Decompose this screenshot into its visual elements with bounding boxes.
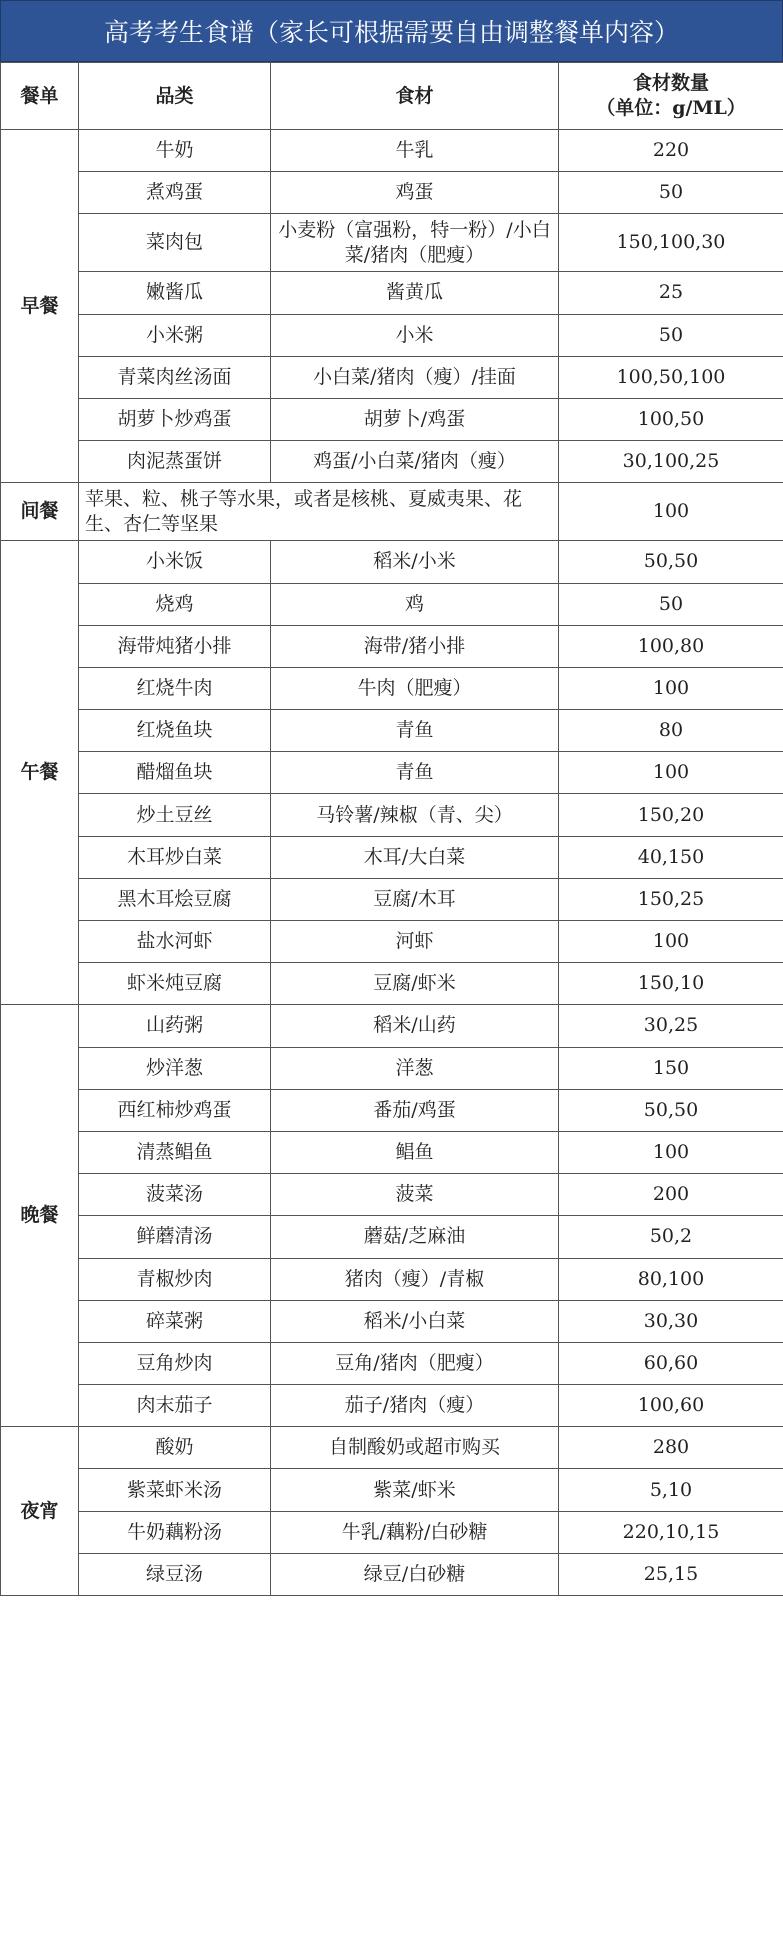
ingredients-cell: 自制酸奶或超市购买: [271, 1427, 559, 1469]
table-row: [1, 1427, 783, 1469]
ingredients-cell: 牛肉（肥瘦）: [271, 667, 559, 709]
ingredients-cell: 菠菜: [271, 1174, 559, 1216]
table-row: [1, 483, 783, 541]
table-row: [1, 1385, 783, 1427]
table-row: [1, 1469, 783, 1511]
category-cell: 小米粥: [79, 314, 271, 356]
category-cell: 醋熘鱼块: [79, 752, 271, 794]
header-ingredients: 食材: [271, 63, 559, 130]
ingredients-cell: 海带/猪小排: [271, 625, 559, 667]
quantity-cell: 40,150: [559, 836, 783, 878]
category-cell: 清蒸鲳鱼: [79, 1131, 271, 1173]
ingredients-cell: 小麦粉（富强粉，特一粉）/小白菜/猪肉（肥瘦）: [271, 214, 559, 272]
category-cell: 酸奶: [79, 1427, 271, 1469]
quantity-cell: 100: [559, 667, 783, 709]
table-row: [1, 172, 783, 214]
quantity-cell: 220: [559, 130, 783, 172]
meal-name: 夜宵: [1, 1427, 79, 1596]
table-row: [1, 1005, 783, 1047]
quantity-cell: 100: [559, 483, 783, 541]
category-cell: 鲜蘑清汤: [79, 1216, 271, 1258]
ingredients-cell: 稻米/小米: [271, 541, 559, 583]
table-row: [1, 752, 783, 794]
quantity-cell: 50: [559, 172, 783, 214]
ingredients-cell: 鸡蛋: [271, 172, 559, 214]
table-row: [1, 625, 783, 667]
table-row: [1, 878, 783, 920]
header-row: [1, 63, 783, 130]
quantity-cell: 150: [559, 1047, 783, 1089]
meal-name: 晚餐: [1, 1005, 79, 1427]
ingredients-cell: 茄子/猪肉（瘦）: [271, 1385, 559, 1427]
meal-name: 午餐: [1, 541, 79, 1005]
quantity-cell: 5,10: [559, 1469, 783, 1511]
ingredients-cell: 稻米/小白菜: [271, 1300, 559, 1342]
category-cell: 牛奶藕粉汤: [79, 1511, 271, 1553]
quantity-cell: 150,100,30: [559, 214, 783, 272]
category-cell: 虾米炖豆腐: [79, 963, 271, 1005]
quantity-cell: 100: [559, 752, 783, 794]
ingredients-cell: 鸡蛋/小白菜/猪肉（瘦）: [271, 441, 559, 483]
category-cell: 烧鸡: [79, 583, 271, 625]
table-row: [1, 963, 783, 1005]
quantity-cell: 60,60: [559, 1342, 783, 1384]
table-row: [1, 710, 783, 752]
ingredients-cell: 豆腐/虾米: [271, 963, 559, 1005]
quantity-cell: 150,10: [559, 963, 783, 1005]
header-quantity-unit: （单位：g/ML）: [596, 97, 746, 119]
quantity-cell: 30,100,25: [559, 441, 783, 483]
header-meal: 餐单: [1, 63, 79, 130]
quantity-cell: 30,25: [559, 1005, 783, 1047]
category-cell: 黑木耳烩豆腐: [79, 878, 271, 920]
category-cell: 炒土豆丝: [79, 794, 271, 836]
ingredients-cell: 酱黄瓜: [271, 272, 559, 314]
ingredients-cell: 牛乳/藕粉/白砂糖: [271, 1511, 559, 1553]
quantity-cell: 220,10,15: [559, 1511, 783, 1553]
table-row: [1, 1300, 783, 1342]
table-row: [1, 794, 783, 836]
quantity-cell: 100,50,100: [559, 356, 783, 398]
meal-name: 间餐: [1, 483, 79, 541]
ingredients-cell: 豆角/猪肉（肥瘦）: [271, 1342, 559, 1384]
table-row: [1, 1216, 783, 1258]
table-row: [1, 272, 783, 314]
ingredients-cell: 鸡: [271, 583, 559, 625]
category-cell: 西红柿炒鸡蛋: [79, 1089, 271, 1131]
category-cell: 肉泥蒸蛋饼: [79, 441, 271, 483]
ingredients-cell: 河虾: [271, 921, 559, 963]
table-row: [1, 1342, 783, 1384]
category-cell: 盐水河虾: [79, 921, 271, 963]
category-cell: 红烧牛肉: [79, 667, 271, 709]
category-cell: 嫩酱瓜: [79, 272, 271, 314]
category-cell: 牛奶: [79, 130, 271, 172]
category-cell: 炒洋葱: [79, 1047, 271, 1089]
category-cell: 煮鸡蛋: [79, 172, 271, 214]
quantity-cell: 25: [559, 272, 783, 314]
category-cell: 青菜肉丝汤面: [79, 356, 271, 398]
category-cell: 山药粥: [79, 1005, 271, 1047]
table-row: [1, 541, 783, 583]
table-row: [1, 130, 783, 172]
quantity-cell: 100,80: [559, 625, 783, 667]
quantity-cell: 100: [559, 921, 783, 963]
category-cell: 碎菜粥: [79, 1300, 271, 1342]
table-row: [1, 314, 783, 356]
table-row: [1, 583, 783, 625]
quantity-cell: 150,25: [559, 878, 783, 920]
table-row: [1, 1174, 783, 1216]
category-cell: 菜肉包: [79, 214, 271, 272]
ingredients-cell: 番茄/鸡蛋: [271, 1089, 559, 1131]
category-cell: 海带炖猪小排: [79, 625, 271, 667]
category-cell: 豆角炒肉: [79, 1342, 271, 1384]
table-row: [1, 398, 783, 440]
quantity-cell: 100,60: [559, 1385, 783, 1427]
category-cell: 青椒炒肉: [79, 1258, 271, 1300]
table-row: [1, 836, 783, 878]
table-row: [1, 214, 783, 272]
table-row: [1, 921, 783, 963]
quantity-cell: 25,15: [559, 1553, 783, 1595]
table-row: [1, 441, 783, 483]
table-row: [1, 1047, 783, 1089]
quantity-cell: 50,2: [559, 1216, 783, 1258]
category-cell: 木耳炒白菜: [79, 836, 271, 878]
ingredients-cell: 洋葱: [271, 1047, 559, 1089]
ingredients-cell: 小白菜/猪肉（瘦）/挂面: [271, 356, 559, 398]
table-row: [1, 1131, 783, 1173]
ingredients-cell: 绿豆/白砂糖: [271, 1553, 559, 1595]
quantity-cell: 100: [559, 1131, 783, 1173]
quantity-cell: 150,20: [559, 794, 783, 836]
ingredients-cell: 牛乳: [271, 130, 559, 172]
ingredients-cell: 鲳鱼: [271, 1131, 559, 1173]
category-cell: 肉末茄子: [79, 1385, 271, 1427]
quantity-cell: 50,50: [559, 541, 783, 583]
header-category: 品类: [79, 63, 271, 130]
category-cell: 菠菜汤: [79, 1174, 271, 1216]
category-cell: 紫菜虾米汤: [79, 1469, 271, 1511]
ingredients-cell: 蘑菇/芝麻油: [271, 1216, 559, 1258]
ingredients-cell: 稻米/山药: [271, 1005, 559, 1047]
quantity-cell: 80,100: [559, 1258, 783, 1300]
ingredients-cell: 小米: [271, 314, 559, 356]
category-cell: 胡萝卜炒鸡蛋: [79, 398, 271, 440]
quantity-cell: 100,50: [559, 398, 783, 440]
menu-table: [0, 62, 783, 1596]
ingredients-cell: 青鱼: [271, 710, 559, 752]
table-row: [1, 667, 783, 709]
ingredients-cell: 紫菜/虾米: [271, 1469, 559, 1511]
table-row: [1, 356, 783, 398]
ingredients-cell: 猪肉（瘦）/青椒: [271, 1258, 559, 1300]
table-row: [1, 1258, 783, 1300]
quantity-cell: 50,50: [559, 1089, 783, 1131]
table-row: [1, 1089, 783, 1131]
ingredients-cell: 豆腐/木耳: [271, 878, 559, 920]
quantity-cell: 50: [559, 583, 783, 625]
header-quantity: [559, 63, 783, 130]
table-row: [1, 1553, 783, 1595]
menu-table-body: [1, 63, 783, 1596]
ingredients-cell: 胡萝卜/鸡蛋: [271, 398, 559, 440]
page-title: 高考考生食谱（家长可根据需要自由调整餐单内容）: [0, 0, 783, 62]
snack-description-cell: 苹果、粒、桃子等水果，或者是核桃、夏威夷果、花生、杏仁等坚果: [79, 483, 559, 541]
quantity-cell: 80: [559, 710, 783, 752]
category-cell: 红烧鱼块: [79, 710, 271, 752]
ingredients-cell: 木耳/大白菜: [271, 836, 559, 878]
ingredients-cell: 马铃薯/辣椒（青、尖）: [271, 794, 559, 836]
meal-name: 早餐: [1, 130, 79, 483]
category-cell: 小米饭: [79, 541, 271, 583]
quantity-cell: 50: [559, 314, 783, 356]
quantity-cell: 200: [559, 1174, 783, 1216]
table-row: [1, 1511, 783, 1553]
ingredients-cell: 青鱼: [271, 752, 559, 794]
quantity-cell: 280: [559, 1427, 783, 1469]
quantity-cell: 30,30: [559, 1300, 783, 1342]
category-cell: 绿豆汤: [79, 1553, 271, 1595]
header-quantity-label: 食材数量: [632, 72, 709, 94]
